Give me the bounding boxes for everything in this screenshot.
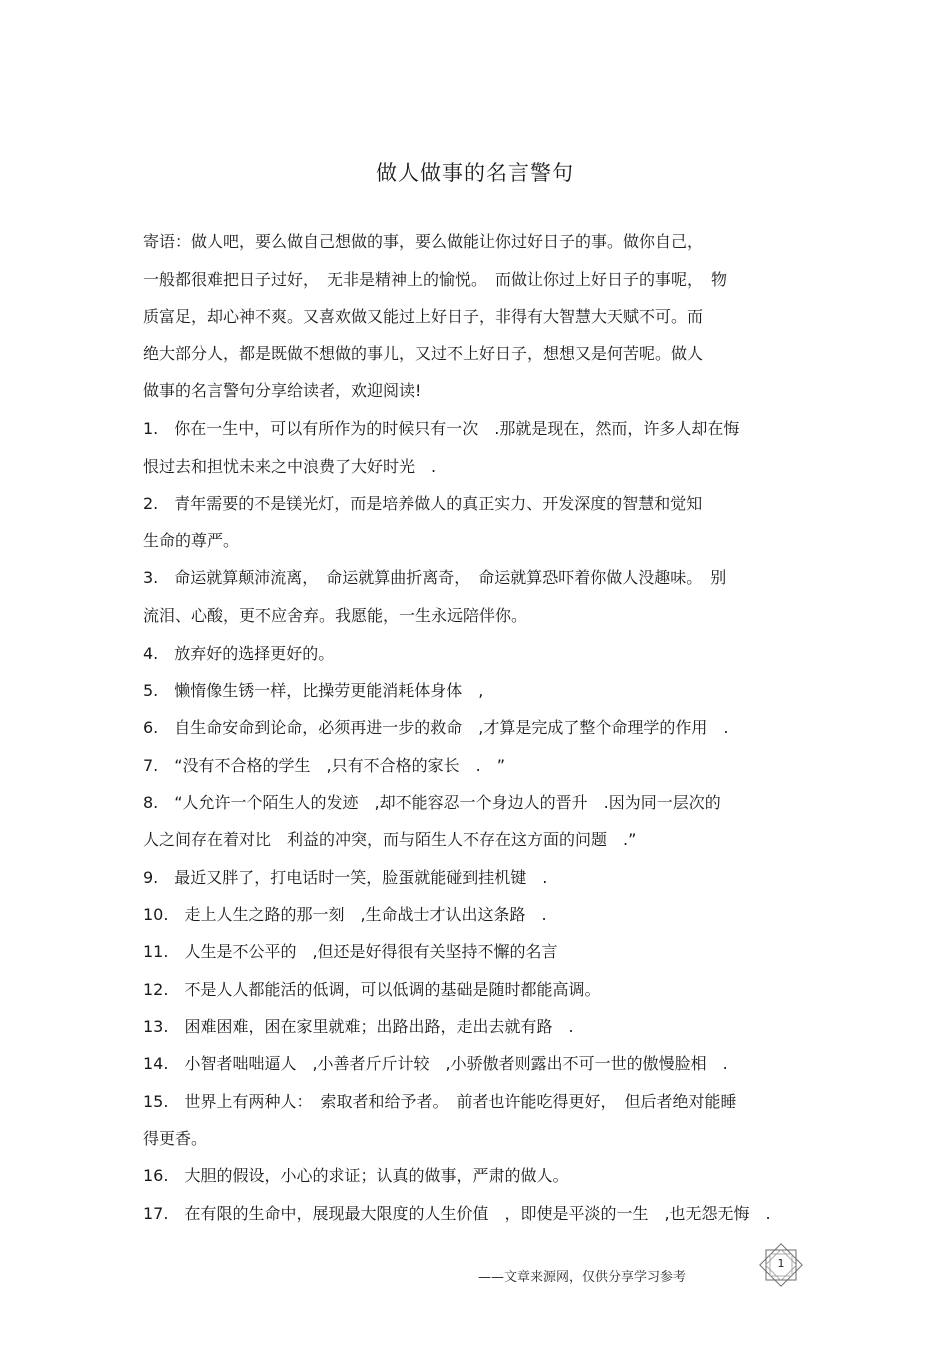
text-line: 生命的尊严。 xyxy=(143,531,240,550)
text-line: 5. 懒惰像生锈一样，比操劳更能消耗体身体 , xyxy=(143,681,484,700)
text-line: 6. 自生命安命到论命，必须再进一步的救命 ,才算是完成了整个命理学的作用 . xyxy=(143,718,729,737)
text-line: 人之间存在着对比 利益的冲突，而与陌生人不存在这方面的问题 .” xyxy=(143,830,637,849)
text-line: 9. 最近又胖了，打电话时一笑，脸蛋就能碰到挂机键 . xyxy=(143,868,548,887)
text-line: 17. 在有限的生命中，展现最大限度的人生价值 ，即使是平淡的一生 ,也无怨无悔 . xyxy=(143,1204,771,1223)
text-line: 12. 不是人人都能活的低调，可以低调的基础是随时都能高调。 xyxy=(143,980,601,999)
text-line: 4. 放弃好的选择更好的。 xyxy=(143,644,335,663)
text-line: 14. 小智者咄咄逼人 ,小善者斤斤计较 ,小骄傲者则露出不可一世的傲慢脸相 . xyxy=(143,1054,728,1073)
text-line: 3. 命运就算颠沛流离， 命运就算曲折离奇， 命运就算恐吓着你做人没趣味。 别 xyxy=(143,568,727,587)
footer-source-note: ——文章来源网，仅供分享学习参考 xyxy=(478,1270,687,1285)
text-line: 做事的名言警句分享给读者，欢迎阅读! xyxy=(143,381,422,400)
text-line: 寄语：做人吧，要么做自己想做的事，要么做能让你过好日子的事。做你自己， xyxy=(143,232,704,251)
text-line: 16. 大胆的假设，小心的求证；认真的做事，严肃的做人。 xyxy=(143,1166,569,1185)
text-line: 8. “人允许一个陌生人的发迹 ,却不能容忍一个身边人的晋升 .因为同一层次的 xyxy=(143,793,721,812)
text-line: 一般都很难把日子过好， 无非是精神上的愉悦。 而做让你过上好日子的事呢， 物 xyxy=(143,270,728,289)
text-line: 1. 你在一生中，可以有所作为的时候只有一次 .那就是现在，然而，许多人却在悔 xyxy=(143,419,740,438)
text-line: 2. 青年需要的不是镁光灯，而是培养做人的真正实力、开发深度的智慧和觉知 xyxy=(143,494,703,513)
text-line: 流泪、心酸，更不应舍弃。我愿能，一生永远陪伴你。 xyxy=(143,606,528,625)
text-line: 7. “没有不合格的学生 ,只有不合格的家长 . ” xyxy=(143,756,506,775)
text-line: 绝大部分人，都是既做不想做的事儿，又过不上好日子，想想又是何苦呢。做人 xyxy=(143,344,704,363)
text-line: 得更香。 xyxy=(143,1129,208,1148)
page-number-badge xyxy=(758,1242,804,1288)
text-line: 15. 世界上有两种人： 索取者和给予者。 前者也许能吃得更好， 但后者绝对能睡 xyxy=(143,1092,737,1111)
text-line: 10. 走上人生之路的那一刻 ,生命战士才认出这条路 . xyxy=(143,905,547,924)
document-title: 做人做事的名言警句 xyxy=(376,161,574,185)
text-line: 13. 困难困难，困在家里就难；出路出路，走出去就有路 . xyxy=(143,1017,574,1036)
text-line: 质富足，却心神不爽。又喜欢做又能过上好日子，非得有大智慧大天赋不可。而 xyxy=(143,307,704,326)
text-line: 恨过去和担忧未来之中浪费了大好时光 . xyxy=(143,457,437,476)
text-line: 11. 人生是不公平的 ,但还是好得很有关坚持不懈的名言 xyxy=(143,942,558,961)
page-number: 1 xyxy=(777,1257,785,1270)
